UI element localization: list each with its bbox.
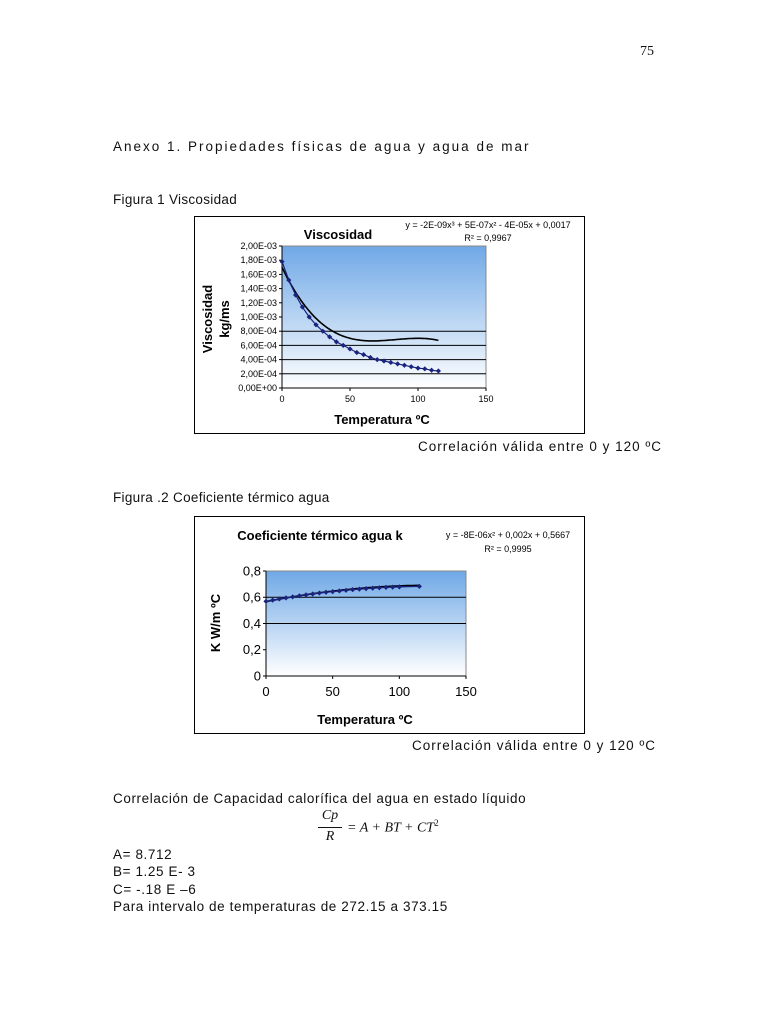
y-tick-label: 6,00E-04 [240,340,277,351]
page-number: 75 [640,44,654,59]
chart1-ylabel-line1: Viscosidad [200,284,215,354]
chart2-equation: y = -8E-06x² + 0,002x + 0,5667 [445,530,571,540]
x-tick-label: 150 [455,684,477,699]
cp-formula [318,808,478,848]
formula-denominator: R [325,829,335,844]
cp-heading: Correlación de Capacidad calorífica del agua en estado líquido [113,791,527,806]
chart1-r2: R² = 0,9967 [464,233,512,243]
x-tick-label: 50 [344,394,356,404]
cp-range-line: Para intervalo de temperaturas de 272.15 a 373.15 [113,899,448,914]
figure2-caption: Figura .2 Coeficiente térmico agua [113,490,330,505]
y-tick-label: 0,2 [242,642,261,658]
formula-fraction-bar [318,827,342,828]
y-tick-label: 1,00E-03 [240,312,277,322]
figure1-caption: Figura 1 Viscosidad [113,192,238,207]
thermal-coefficient-chart-frame [194,516,585,734]
chart2-ylabel: K W/m ºC [208,593,223,653]
viscosity-chart [195,217,584,433]
chart2-r2: R² = 0,9995 [484,544,532,554]
y-tick-label: 2,00E-03 [240,241,277,251]
chart1-title: Viscosidad [303,227,373,242]
cp-c-line: C= -.18 E –6 [113,882,197,897]
x-tick-label: 0 [279,394,285,404]
chart2-xlabel: Temperatura ºC [317,712,413,727]
x-tick-label: 100 [410,394,426,404]
y-tick-label: 0 [253,668,261,684]
section-title: Anexo 1. Propiedades físicas de agua y agua de mar [113,139,531,154]
y-tick-label: 0,8 [242,563,261,579]
chart1-equation: y = -2E-09x³ + 5E-07x² - 4E-05x + 0,0017 [405,220,571,230]
chart1-ylabel [200,285,232,353]
cp-a-line: A= 8.712 [113,847,173,862]
plot-background [282,246,486,388]
figure2-note: Correlación válida entre 0 y 120 ºC [412,738,657,753]
x-tick-label: 100 [388,684,411,699]
cp-b-line: B= 1.25 E- 3 [113,864,196,879]
chart2-plot-area [243,563,477,699]
y-tick-label: 1,40E-03 [240,283,277,294]
x-tick-label: 50 [325,684,340,699]
formula-numerator: Cp [321,808,339,823]
x-tick-label: 150 [478,394,494,404]
y-tick-label: 0,00E+00 [238,383,277,393]
y-tick-label: 1,60E-03 [240,269,277,280]
chart1-xlabel: Temperatura ºC [334,412,430,427]
formula-exponent: 2 [434,818,439,828]
y-tick-label: 0,6 [242,589,261,605]
chart1-ylabel-line2: kg/ms [217,300,232,338]
x-tick-label: 0 [262,684,270,699]
formula-rhs-text: = A + BT + CT [347,820,435,836]
y-tick-label: 2,00E-04 [240,368,277,379]
y-tick-label: 0,4 [242,615,261,631]
chart2-title: Coeficiente térmico agua k [237,528,403,543]
formula-rhs [347,818,439,837]
thermal-coefficient-chart [195,517,584,733]
y-tick-label: 1,20E-03 [240,297,277,308]
chart1-plot-area [238,241,493,404]
figure1-note: Correlación válida entre 0 y 120 ºC [418,439,663,454]
viscosity-chart-frame [194,216,585,434]
y-tick-label: 4,00E-04 [240,354,277,365]
y-tick-label: 1,80E-03 [240,255,277,266]
y-tick-label: 8,00E-04 [240,326,277,337]
